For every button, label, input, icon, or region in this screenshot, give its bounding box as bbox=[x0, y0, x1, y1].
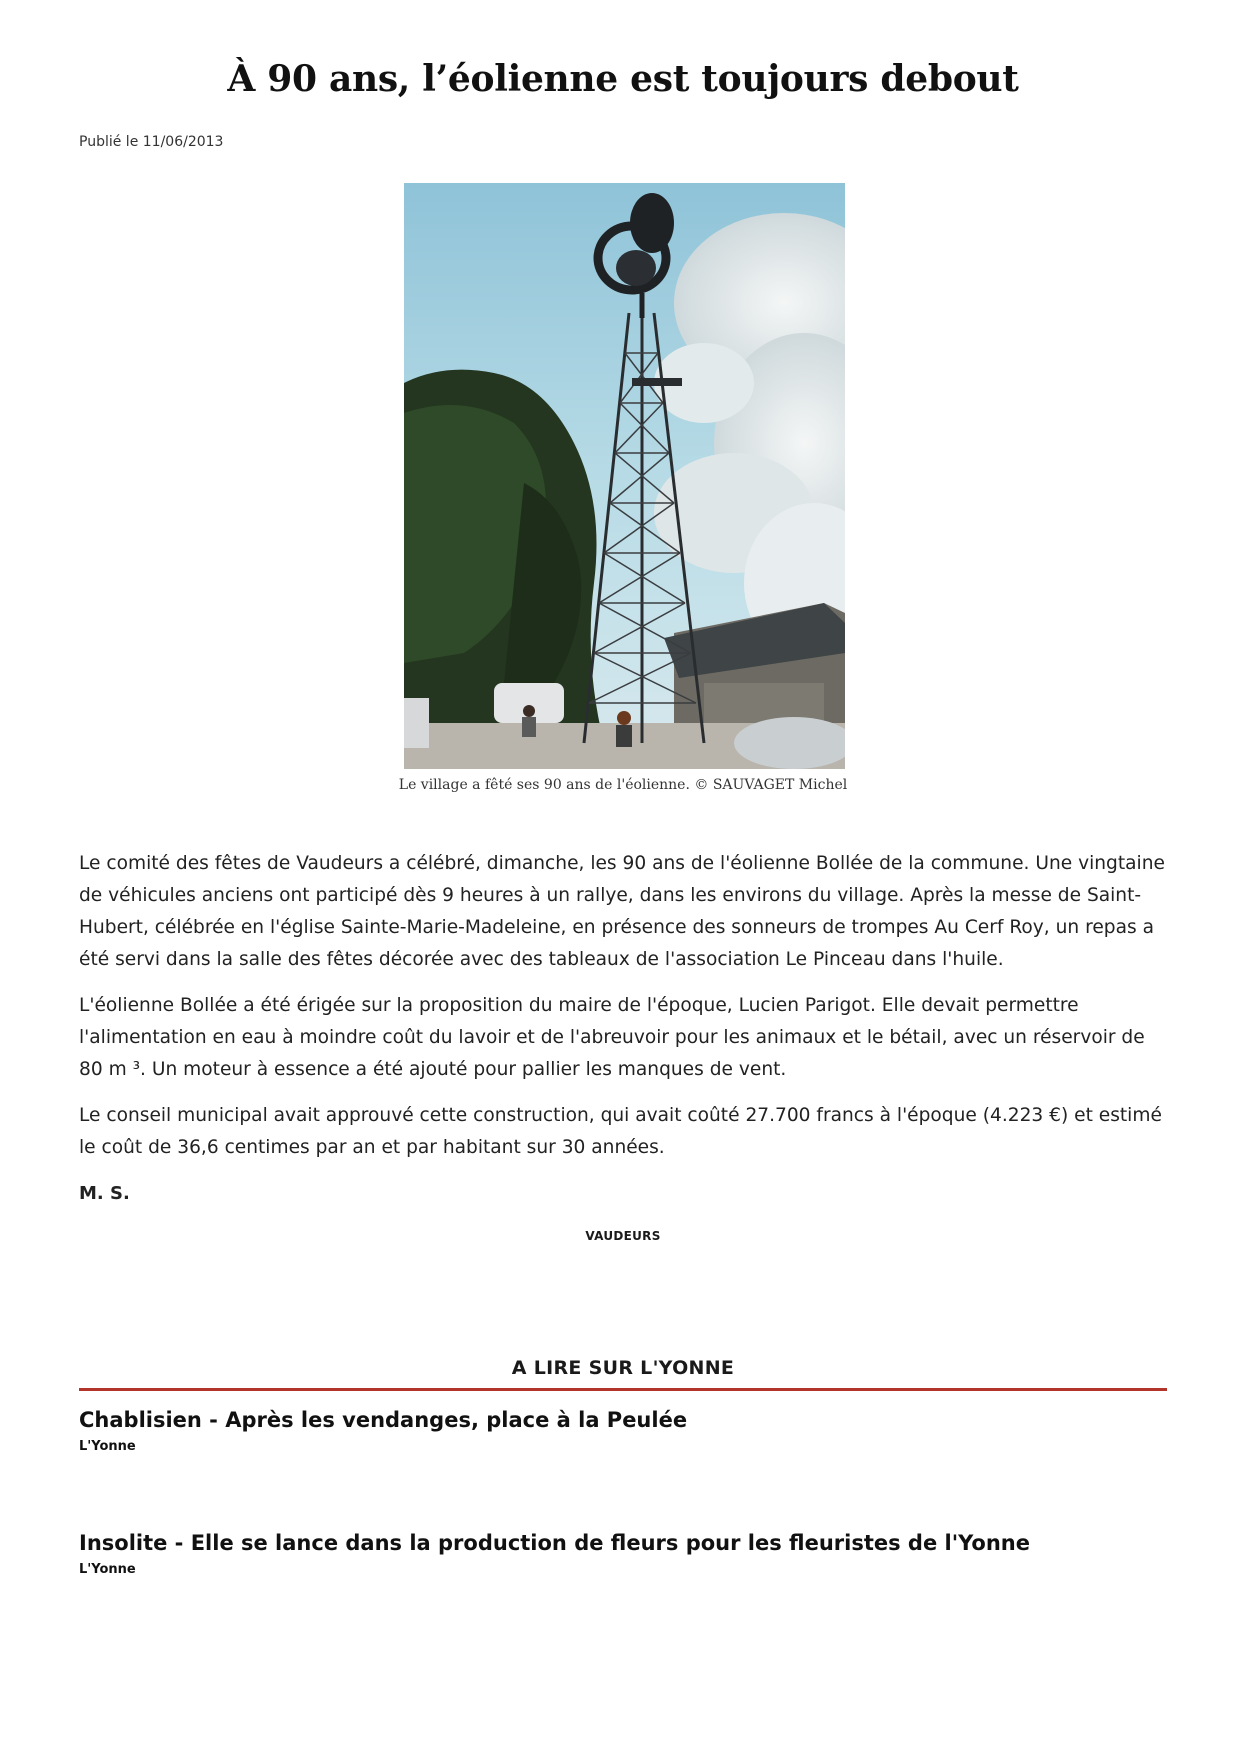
related-article[interactable] bbox=[79, 1405, 1167, 1454]
article-body bbox=[79, 848, 1167, 1210]
related-article[interactable] bbox=[79, 1528, 1167, 1577]
article-paragraph: Le comité des fêtes de Vaudeurs a célébré, dimanche, les 90 ans de l'éolienne Bollée de la commune. Une vingtaine de véhicules anciens ont participé dès 9 heures à un rallye, dans les environs du village. Après la messe de Saint-Hubert, célébrée en l'église Sainte-Marie-Madeleine, en présence des sonneurs de trompes Au Cerf Roy, un repas a été servi dans la salle des fêtes décorée avec des tableaux de l'association Le Pinceau dans l'huile. bbox=[79, 853, 1165, 970]
article-photo bbox=[404, 183, 845, 769]
related-article-source: L'Yonne bbox=[79, 1562, 136, 1577]
article-paragraph: L'éolienne Bollée a été érigée sur la proposition du maire de l'époque, Lucien Parigot. Elle devait permettre l'alimentation en eau à moindre coût du lavoir et de l'abreuvoir pour les animaux et le bétail, avec un réservoir de 80 m ³. Un moteur à essence a été ajouté pour pallier les manques de vent. bbox=[79, 995, 1145, 1080]
publication-date: Publié le 11/06/2013 bbox=[79, 134, 224, 150]
location-tag[interactable]: VAUDEURS bbox=[585, 1229, 661, 1243]
related-article-title[interactable]: Insolite - Elle se lance dans la production de fleurs pour les fleuristes de l'Yonne bbox=[79, 1531, 1030, 1555]
image-caption: Le village a fêté ses 90 ans de l'éolienne. © SAUVAGET Michel bbox=[398, 777, 848, 793]
related-section-header: A LIRE SUR L'YONNE bbox=[511, 1357, 735, 1379]
article-author: M. S. bbox=[79, 1183, 130, 1204]
related-divider bbox=[79, 1388, 1167, 1391]
article-title: À 90 ans, l’éolienne est toujours debout bbox=[227, 58, 1019, 100]
related-article-title[interactable]: Chablisien - Après les vendanges, place à la Peulée bbox=[79, 1408, 688, 1432]
related-article-source: L'Yonne bbox=[79, 1439, 136, 1454]
article-paragraph: Le conseil municipal avait approuvé cette construction, qui avait coûté 27.700 francs à l'époque (4.223 €) et estimé le coût de 36,6 centimes par an et par habitant sur 30 années. bbox=[79, 1105, 1162, 1158]
